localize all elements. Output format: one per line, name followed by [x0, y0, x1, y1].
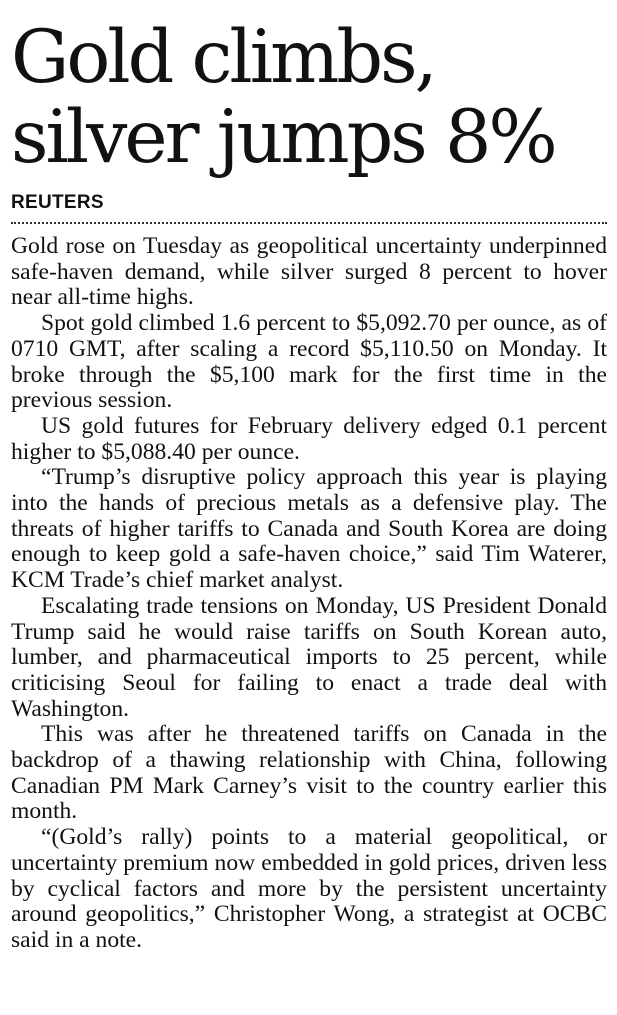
headline [11, 15, 607, 180]
headline-line-1: Gold climbs, [11, 15, 435, 100]
headline-line-2: silver jumps 8% [11, 95, 555, 180]
paragraph-2: Spot gold climbed 1.6 percent to $5,092.70 per ounce, as of 0710 GMT, after scaling a record $5,110.50 on Monday. It broke through the $5,100 mark for the first time in the previous session. [11, 310, 607, 414]
paragraph-5: Escalating trade tensions on Monday, US President Donald Trump said he would raise tariffs on South Korean auto, lumber, and pharmaceutical imports to 25 percent, while criticising Seoul for failing to enact a trade deal with Washington. [11, 592, 607, 722]
byline: REUTERS [11, 192, 104, 213]
paragraph-6: This was after he threatened tariffs on Canada in the backdrop of a thawing relationship with China, following Canadian PM Mark Carney’s visit to the country earlier this month. [11, 721, 607, 825]
paragraph-4: “Trump’s disruptive policy approach this year is playing into the hands of precious metals as a defensive play. The threats of higher tariffs to Canada and South Korea are doing enough to keep gold a safe-haven choice,” said Tim Waterer, KCM Trade’s chief market analyst. [11, 464, 607, 594]
paragraph-3: US gold futures for February delivery edged 0.1 percent higher to $5,088.40 per ounce. [11, 412, 607, 465]
paragraph-1: Gold rose on Tuesday as geopolitical uncertainty underpinned safe-haven demand, while silver surged 8 percent to hover near all-time highs. [11, 233, 607, 311]
dotted-divider [11, 222, 607, 224]
news-article [11, 0, 607, 954]
paragraph-7: “(Gold’s rally) points to a material geopolitical, or uncertainty premium now embedded in gold prices, driven less by cyclical factors and more by the persistent uncertainty around geopolitics,” Christopher Wong, a strategist at OCBC said in a note. [11, 824, 607, 953]
article-body [11, 234, 607, 954]
